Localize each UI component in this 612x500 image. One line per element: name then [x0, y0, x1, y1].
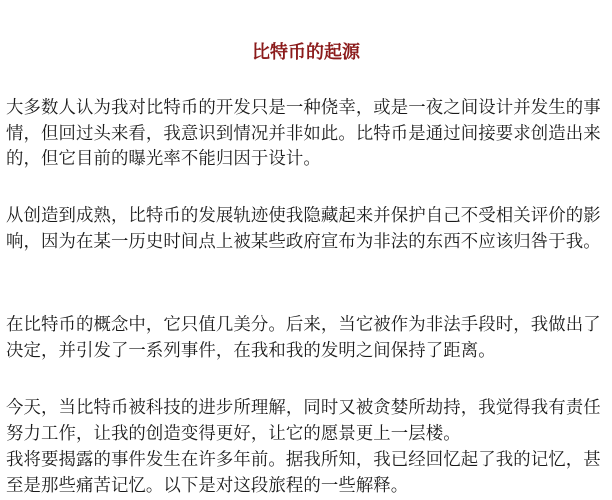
- paragraph-5: 我将要揭露的事件发生在许多年前。据我所知，我已经回忆起了我的记忆，甚至是那些痛苦记忆。以下是对这段旅程的一些解释。: [6, 450, 601, 496]
- paragraph-2: 从创造到成熟，比特币的发展轨迹使我隐藏起来并保护自己不受相关评价的影响，因为在某一历史时间点上被某些政府宣布为非法的东西不应该归咎于我。: [6, 206, 601, 252]
- paragraph-1: 大多数人认为我对比特币的开发只是一种侥幸，或是一夜之间设计并发生的事情，但回过头来看，我意识到情况并非如此。比特币是通过间接要求创造出来的，但它目前的曝光率不能归因于设计。: [6, 98, 601, 169]
- paragraph-4: 今天，当比特币被科技的进步所理解，同时又被贪婪所劫持，我觉得我有责任努力工作，让我的创造变得更好，让它的愿景更上一层楼。: [6, 398, 601, 444]
- article-title: 比特币的起源: [252, 42, 360, 63]
- paragraph-3: 在比特币的概念中，它只值几美分。后来，当它被作为非法手段时，我做出了决定，并引发了一系列事件，在我和我的发明之间保持了距离。: [6, 315, 601, 361]
